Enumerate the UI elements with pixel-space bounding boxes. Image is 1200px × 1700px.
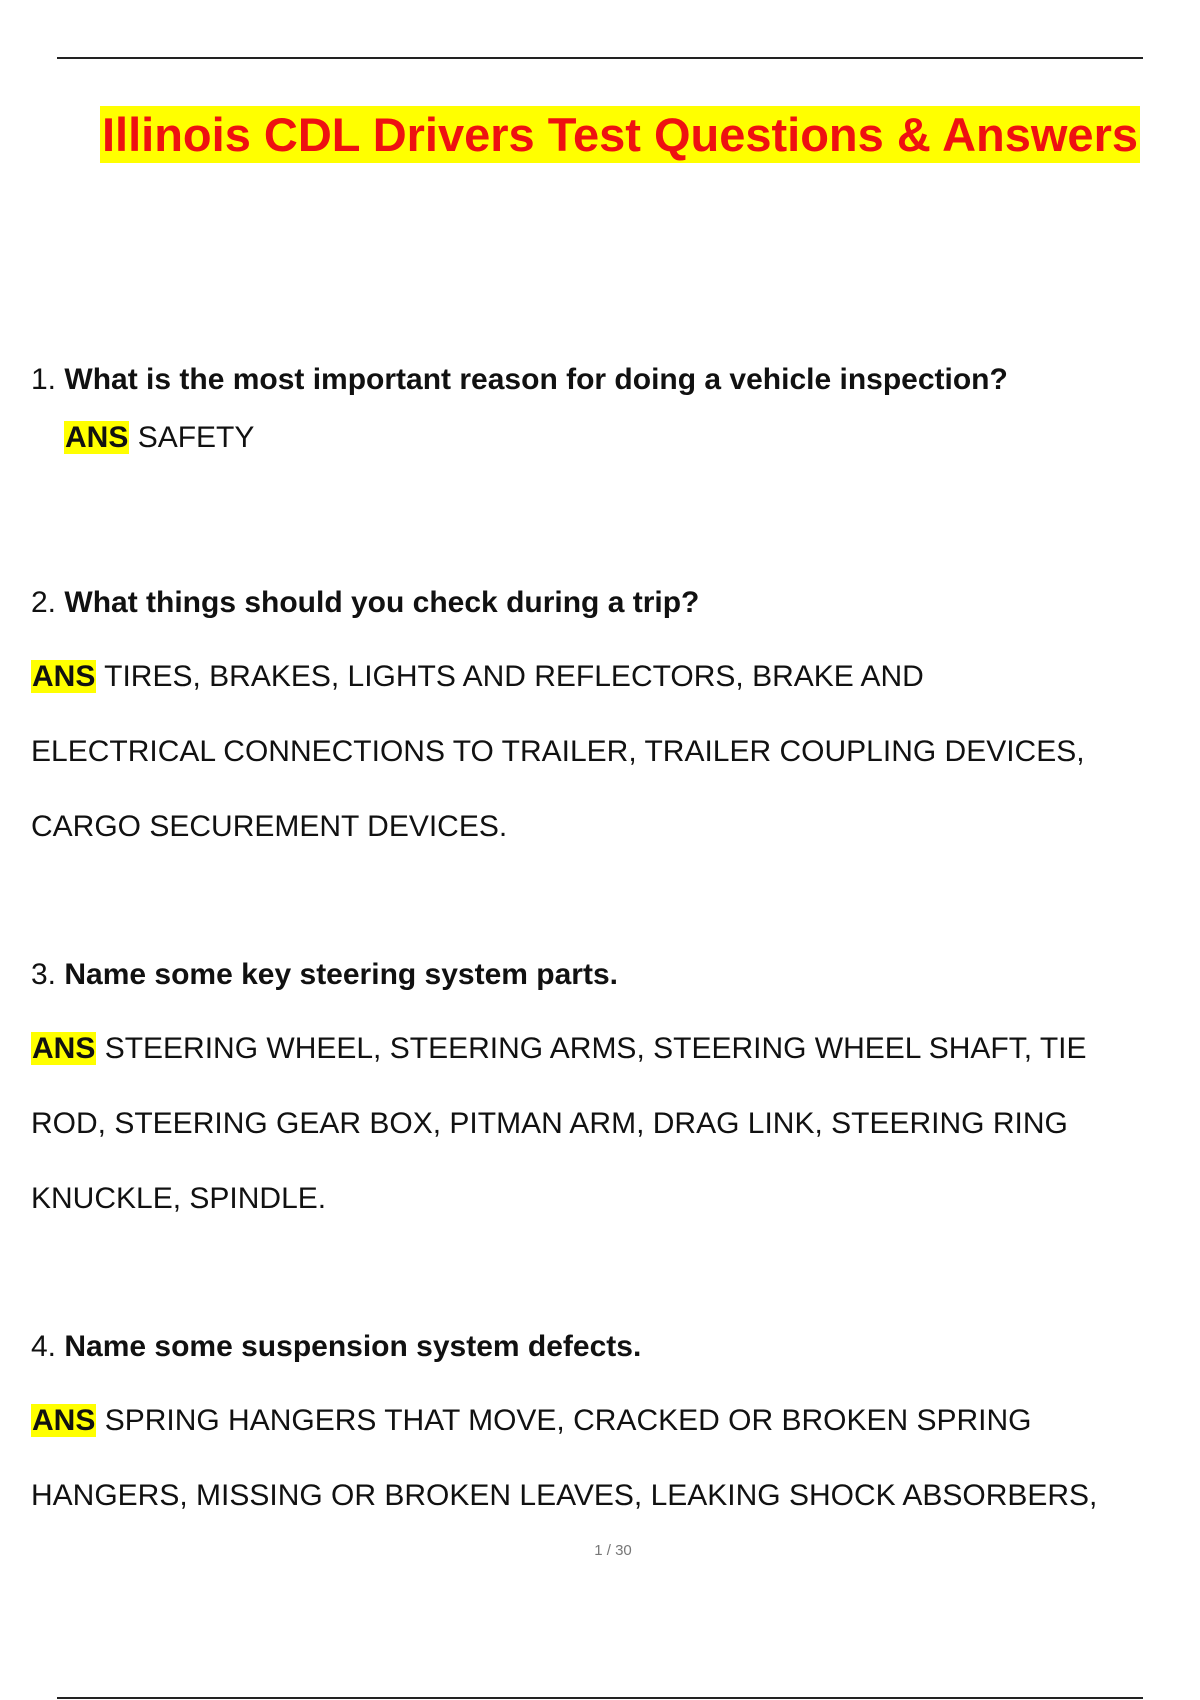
answer-block	[31, 1383, 1181, 1533]
page-indicator: 1 / 30	[594, 1542, 632, 1559]
title-container	[0, 106, 1200, 163]
answer-line: ROD, STEERING GEAR BOX, PITMAN ARM, DRAG LINK, STEERING RING	[31, 1107, 1068, 1140]
ans-label: ANS	[32, 1032, 96, 1065]
question-text: What things should you check during a trip?	[64, 586, 700, 619]
question-number: 1.	[31, 363, 57, 396]
question-block-3	[31, 957, 1181, 1236]
answer-block	[31, 418, 1181, 458]
question-line	[31, 585, 1181, 621]
answer-text: SAFETY	[137, 421, 255, 454]
answer-block	[31, 1011, 1181, 1236]
answer-line	[31, 1383, 1181, 1458]
question-block-4	[31, 1329, 1181, 1533]
answer-text: SPRING HANGERS THAT MOVE, CRACKED OR BROKEN SPRING	[104, 1404, 1032, 1437]
ans-label: ANS	[32, 1404, 96, 1437]
answer-line: HANGERS, MISSING OR BROKEN LEAVES, LEAKING SHOCK ABSORBERS,	[31, 1479, 1098, 1512]
question-block-1	[31, 362, 1181, 458]
question-number: 3.	[31, 958, 57, 991]
document-title: Illinois CDL Drivers Test Questions & Answers	[101, 108, 1139, 161]
answer-text: STEERING WHEEL, STEERING ARMS, STEERING WHEEL SHAFT, TIE	[104, 1032, 1087, 1065]
answer-block	[31, 639, 1181, 864]
question-line	[31, 362, 1181, 398]
question-line	[31, 957, 1181, 993]
answer-line	[31, 418, 1181, 458]
answer-line: CARGO SECUREMENT DEVICES.	[31, 810, 508, 843]
answer-line	[31, 1011, 1181, 1086]
ans-label: ANS	[32, 660, 96, 693]
bottom-divider	[57, 1697, 1143, 1699]
question-number: 4.	[31, 1330, 57, 1363]
question-text: Name some key steering system parts.	[64, 958, 618, 991]
question-text: Name some suspension system defects.	[64, 1330, 642, 1363]
question-block-2	[31, 585, 1181, 864]
top-divider	[57, 57, 1143, 59]
answer-line	[31, 639, 1181, 714]
question-text: What is the most important reason for doing a vehicle inspection?	[64, 363, 1008, 396]
answer-line: KNUCKLE, SPINDLE.	[31, 1182, 327, 1215]
question-number: 2.	[31, 586, 57, 619]
question-line	[31, 1329, 1181, 1365]
answer-text: TIRES, BRAKES, LIGHTS AND REFLECTORS, BRAKE AND	[104, 660, 924, 693]
answer-line: ELECTRICAL CONNECTIONS TO TRAILER, TRAILER COUPLING DEVICES,	[31, 735, 1085, 768]
ans-label: ANS	[65, 421, 129, 454]
